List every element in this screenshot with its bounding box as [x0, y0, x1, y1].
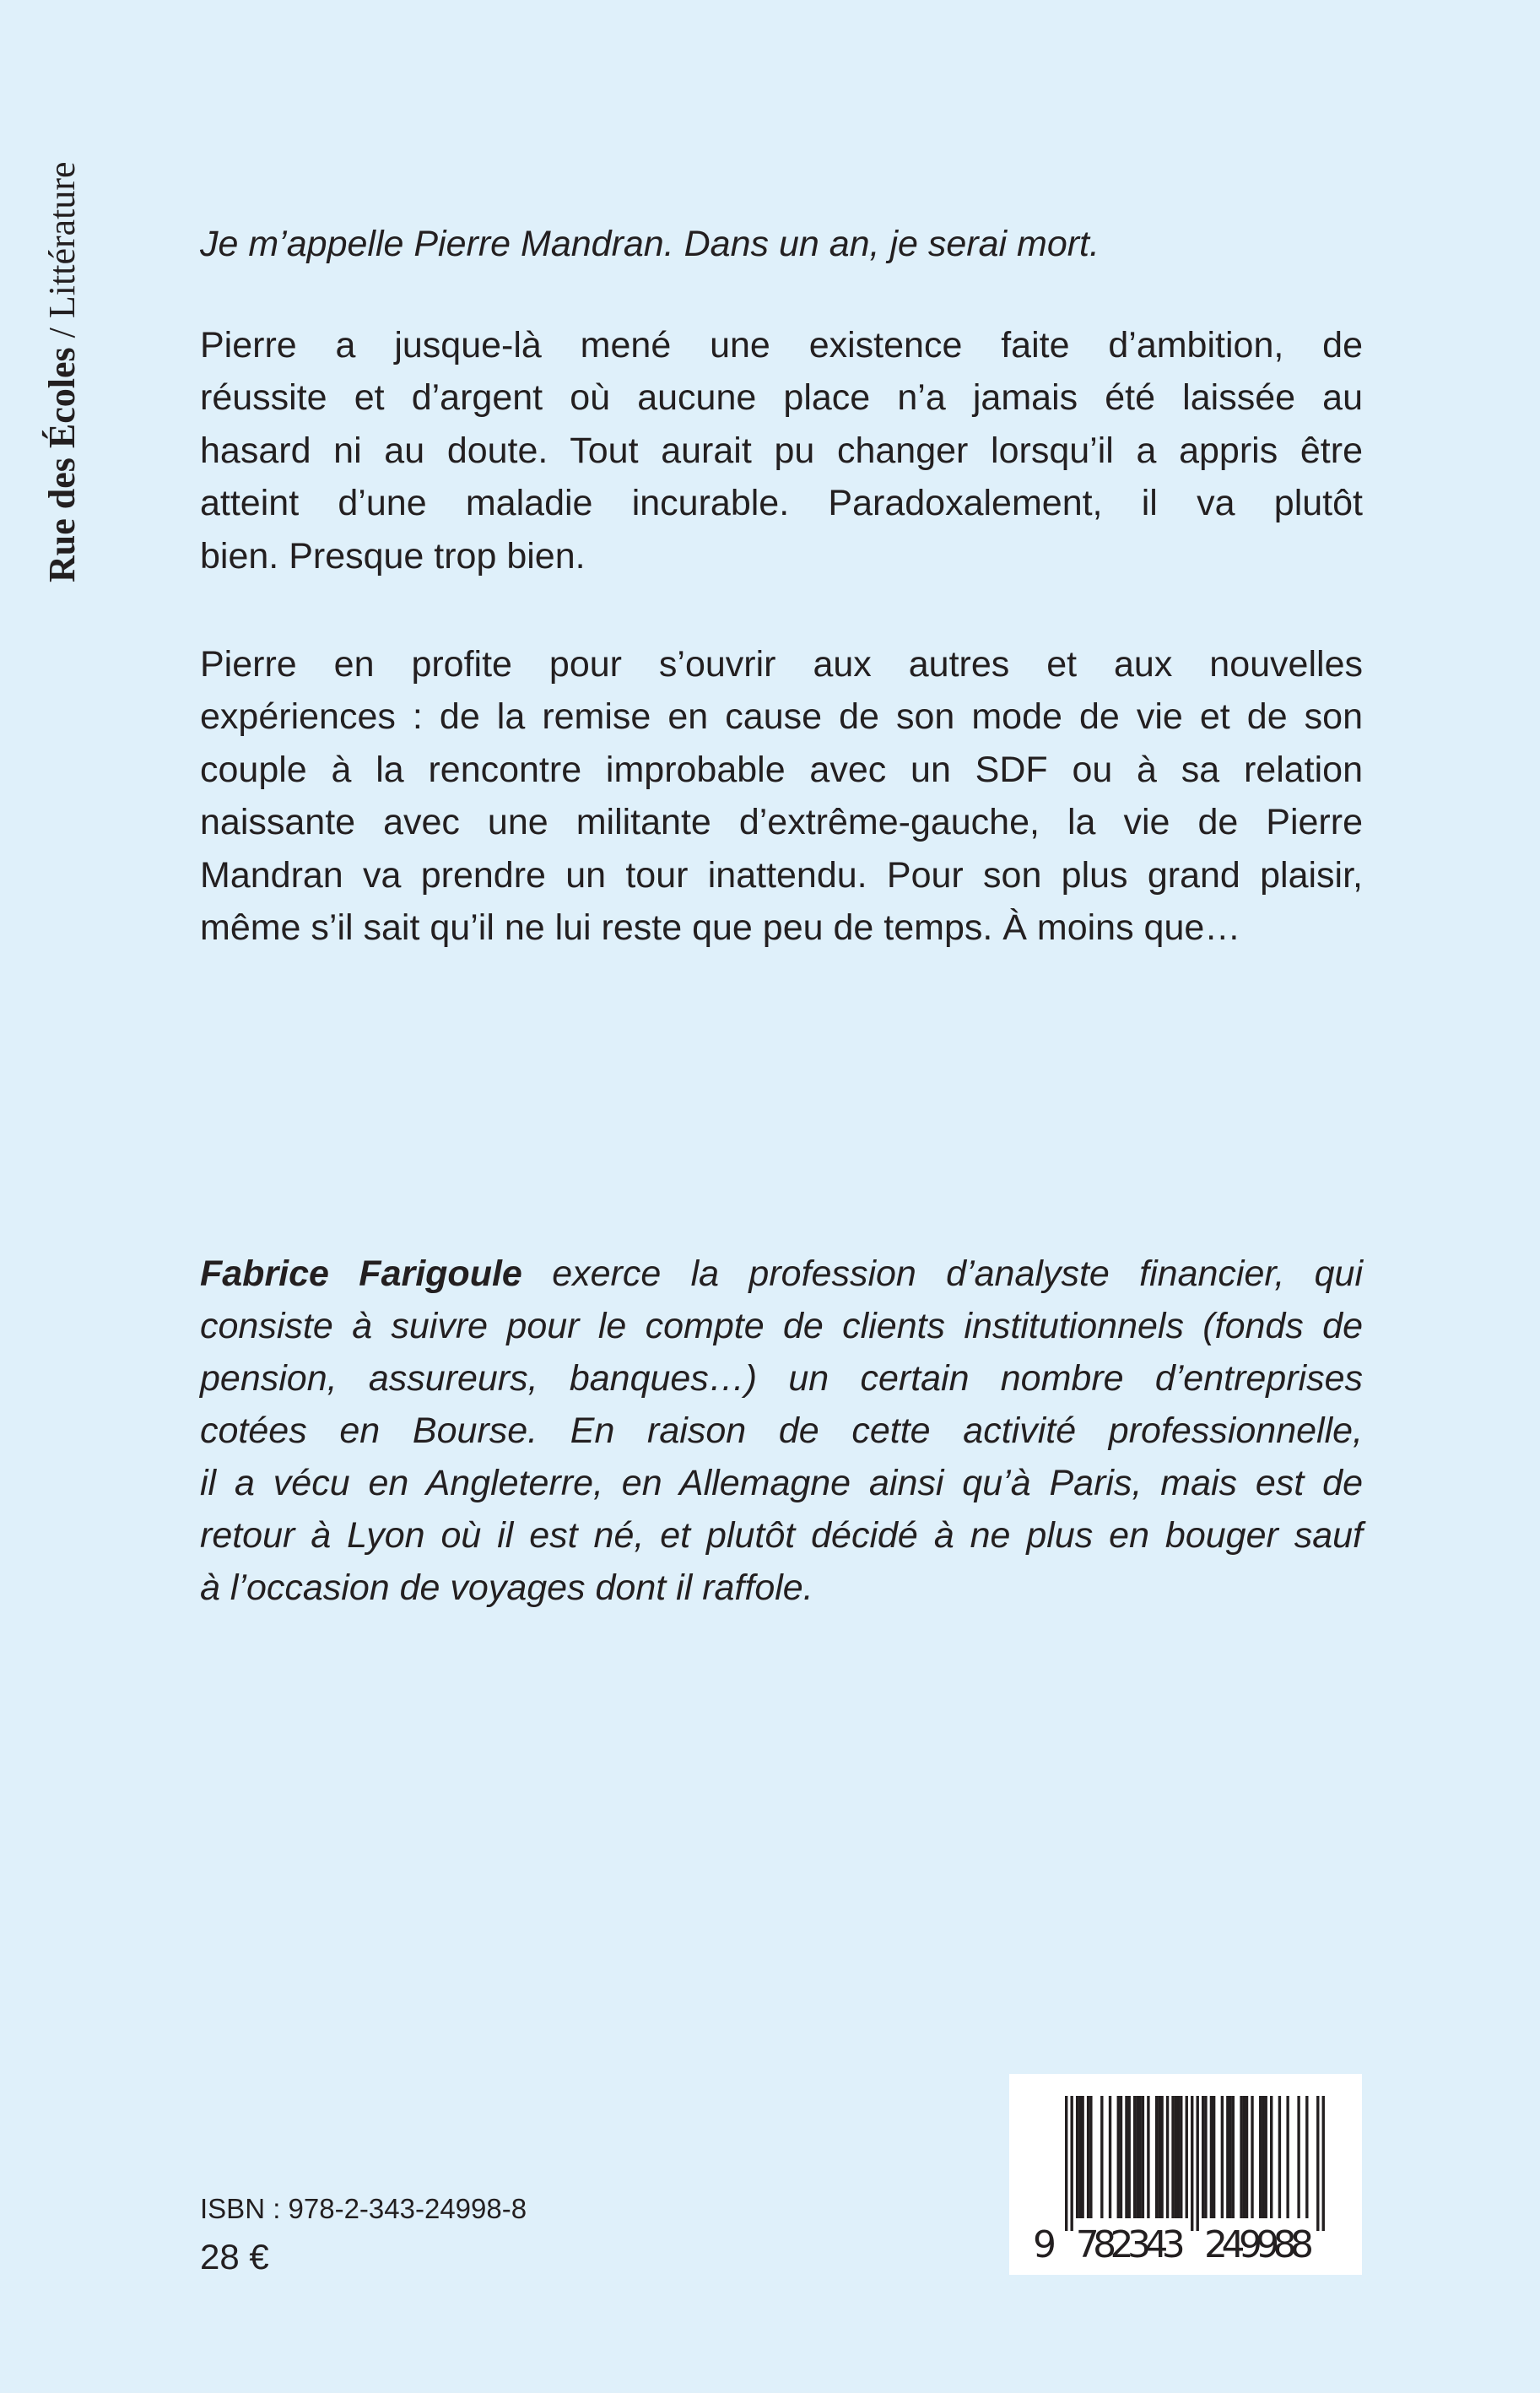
- barcode-bar: [1316, 2096, 1319, 2231]
- text-line: réussite et d’argent où aucune place n’a jamais été laissée au: [200, 377, 1363, 419]
- text-line: [200, 1248, 1363, 1300]
- barcode-bar: [1065, 2096, 1067, 2231]
- text-line: cotées en Bourse. En raison de cette activité professionnelle,: [200, 1410, 1363, 1451]
- isbn: ISBN : 978-2-343-24998-8: [200, 2193, 527, 2224]
- text-line: bien. Presque trop bien.: [200, 535, 586, 577]
- text-line: consiste à suivre pour le compte de clients institutionnels (fonds de: [200, 1306, 1363, 1346]
- barcode-bar: [1138, 2096, 1141, 2218]
- barcode-bar: [1160, 2096, 1163, 2218]
- synopsis-paragraph-1: [200, 319, 1363, 582]
- barcode-bar: [1243, 2096, 1246, 2218]
- barcode-bar: [1100, 2096, 1103, 2218]
- barcode-bar: [1286, 2096, 1289, 2218]
- text-line: même s’il sait qu’il ne lui reste que peu de temps. À moins que…: [200, 907, 1241, 949]
- barcode-bar: [1197, 2096, 1199, 2231]
- text-line: expériences : de la remise en cause de son mode de vie et de son: [200, 696, 1363, 738]
- price: 28 €: [200, 2237, 269, 2277]
- text-fragment: exerce la profession d’analyste financier, qui: [521, 1253, 1363, 1294]
- barcode-bar: [1136, 2096, 1138, 2218]
- barcode-digits: 9: [1033, 2223, 1056, 2266]
- text-line: à l’occasion de voyages dont il raffole.: [200, 1567, 813, 1608]
- barcode-bar: [1265, 2096, 1267, 2218]
- barcode-bar: [1128, 2096, 1131, 2218]
- barcode-bar: [1070, 2096, 1073, 2231]
- text-line: naissante avec une militante d’extrême-gauche, la vie de Pierre: [200, 802, 1363, 843]
- barcode-bar: [1259, 2096, 1262, 2218]
- barcode-bar: [1089, 2096, 1092, 2218]
- author-name: Fabrice Farigoule: [200, 1253, 522, 1294]
- barcode-bar: [1229, 2096, 1231, 2218]
- text-line: Je m’appelle Pierre Mandran. Dans un an, je serai mort.: [200, 224, 1100, 264]
- series-name: Rue des Écoles: [41, 347, 83, 582]
- barcode-bar: [1221, 2096, 1224, 2218]
- barcode-bar: [1322, 2096, 1325, 2231]
- text-line: pension, assureurs, banques…) un certain nombre d’entreprises: [200, 1358, 1363, 1399]
- barcode-digits: 782343: [1075, 2223, 1186, 2266]
- barcode-bar: [1166, 2096, 1169, 2218]
- barcode-bar: [1078, 2096, 1081, 2218]
- barcode-bar: [1305, 2096, 1308, 2218]
- barcode-bar: [1087, 2096, 1089, 2218]
- barcode-bar: [1158, 2096, 1160, 2218]
- category-name: Littérature: [41, 161, 83, 319]
- synopsis-paragraph-2: [200, 638, 1363, 954]
- barcode-bar: [1270, 2096, 1273, 2218]
- barcode-bar: [1177, 2096, 1180, 2218]
- barcode-bar: [1175, 2096, 1177, 2218]
- spine-collection-label: [41, 161, 84, 582]
- barcode-graphic: [1009, 2074, 1362, 2275]
- barcode-bar: [1180, 2096, 1182, 2218]
- barcode-bar: [1186, 2096, 1188, 2218]
- barcode: [1009, 2074, 1362, 2275]
- text-line: couple à la rencontre improbable avec un SDF ou à sa relation: [200, 749, 1363, 790]
- text-line: hasard ni au doute. Tout aurait pu changer lorsqu’il a appris être: [200, 430, 1363, 471]
- text-line: Mandran va prendre un tour inattendu. Pour son plus grand plaisir,: [200, 854, 1363, 896]
- barcode-bar: [1076, 2096, 1078, 2218]
- barcode-bar: [1297, 2096, 1300, 2218]
- barcode-bar: [1246, 2096, 1248, 2218]
- barcode-bar: [1278, 2096, 1281, 2218]
- barcode-bar: [1109, 2096, 1111, 2218]
- barcode-bar: [1125, 2096, 1127, 2218]
- barcode-bar: [1251, 2096, 1253, 2218]
- barcode-bar: [1155, 2096, 1158, 2218]
- barcode-bar: [1226, 2096, 1229, 2218]
- barcode-bar: [1133, 2096, 1136, 2218]
- text-line: retour à Lyon où il est né, et plutôt décidé à ne plus en bouger sauf: [200, 1515, 1363, 1556]
- text-line: Pierre en profite pour s’ouvrir aux autres et aux nouvelles: [200, 644, 1363, 685]
- text-line: il a vécu en Angleterre, en Allemagne ainsi qu’à Paris, mais est de: [200, 1463, 1363, 1503]
- text-line: atteint d’une maladie incurable. Paradoxalement, il va plutôt: [200, 483, 1363, 524]
- barcode-bar: [1147, 2096, 1149, 2218]
- author-bio: [200, 1248, 1363, 1614]
- barcode-bar: [1262, 2096, 1264, 2218]
- barcode-bar: [1191, 2096, 1193, 2231]
- barcode-bar: [1120, 2096, 1122, 2218]
- barcode-bar: [1171, 2096, 1174, 2218]
- barcode-bar: [1232, 2096, 1235, 2218]
- barcode-bar: [1240, 2096, 1242, 2218]
- barcode-bar: [1210, 2096, 1213, 2218]
- barcode-bar: [1081, 2096, 1083, 2218]
- opening-line: [200, 218, 1363, 270]
- barcode-bar: [1142, 2096, 1144, 2218]
- barcode-digits: 249988: [1204, 2223, 1315, 2266]
- barcode-bar: [1117, 2096, 1120, 2218]
- text-line: Pierre a jusque-là mené une existence faite d’ambition, de: [200, 325, 1363, 365]
- barcode-bar: [1204, 2096, 1207, 2218]
- barcode-bar: [1202, 2096, 1204, 2218]
- barcode-bar: [1213, 2096, 1215, 2218]
- separator: /: [41, 318, 83, 348]
